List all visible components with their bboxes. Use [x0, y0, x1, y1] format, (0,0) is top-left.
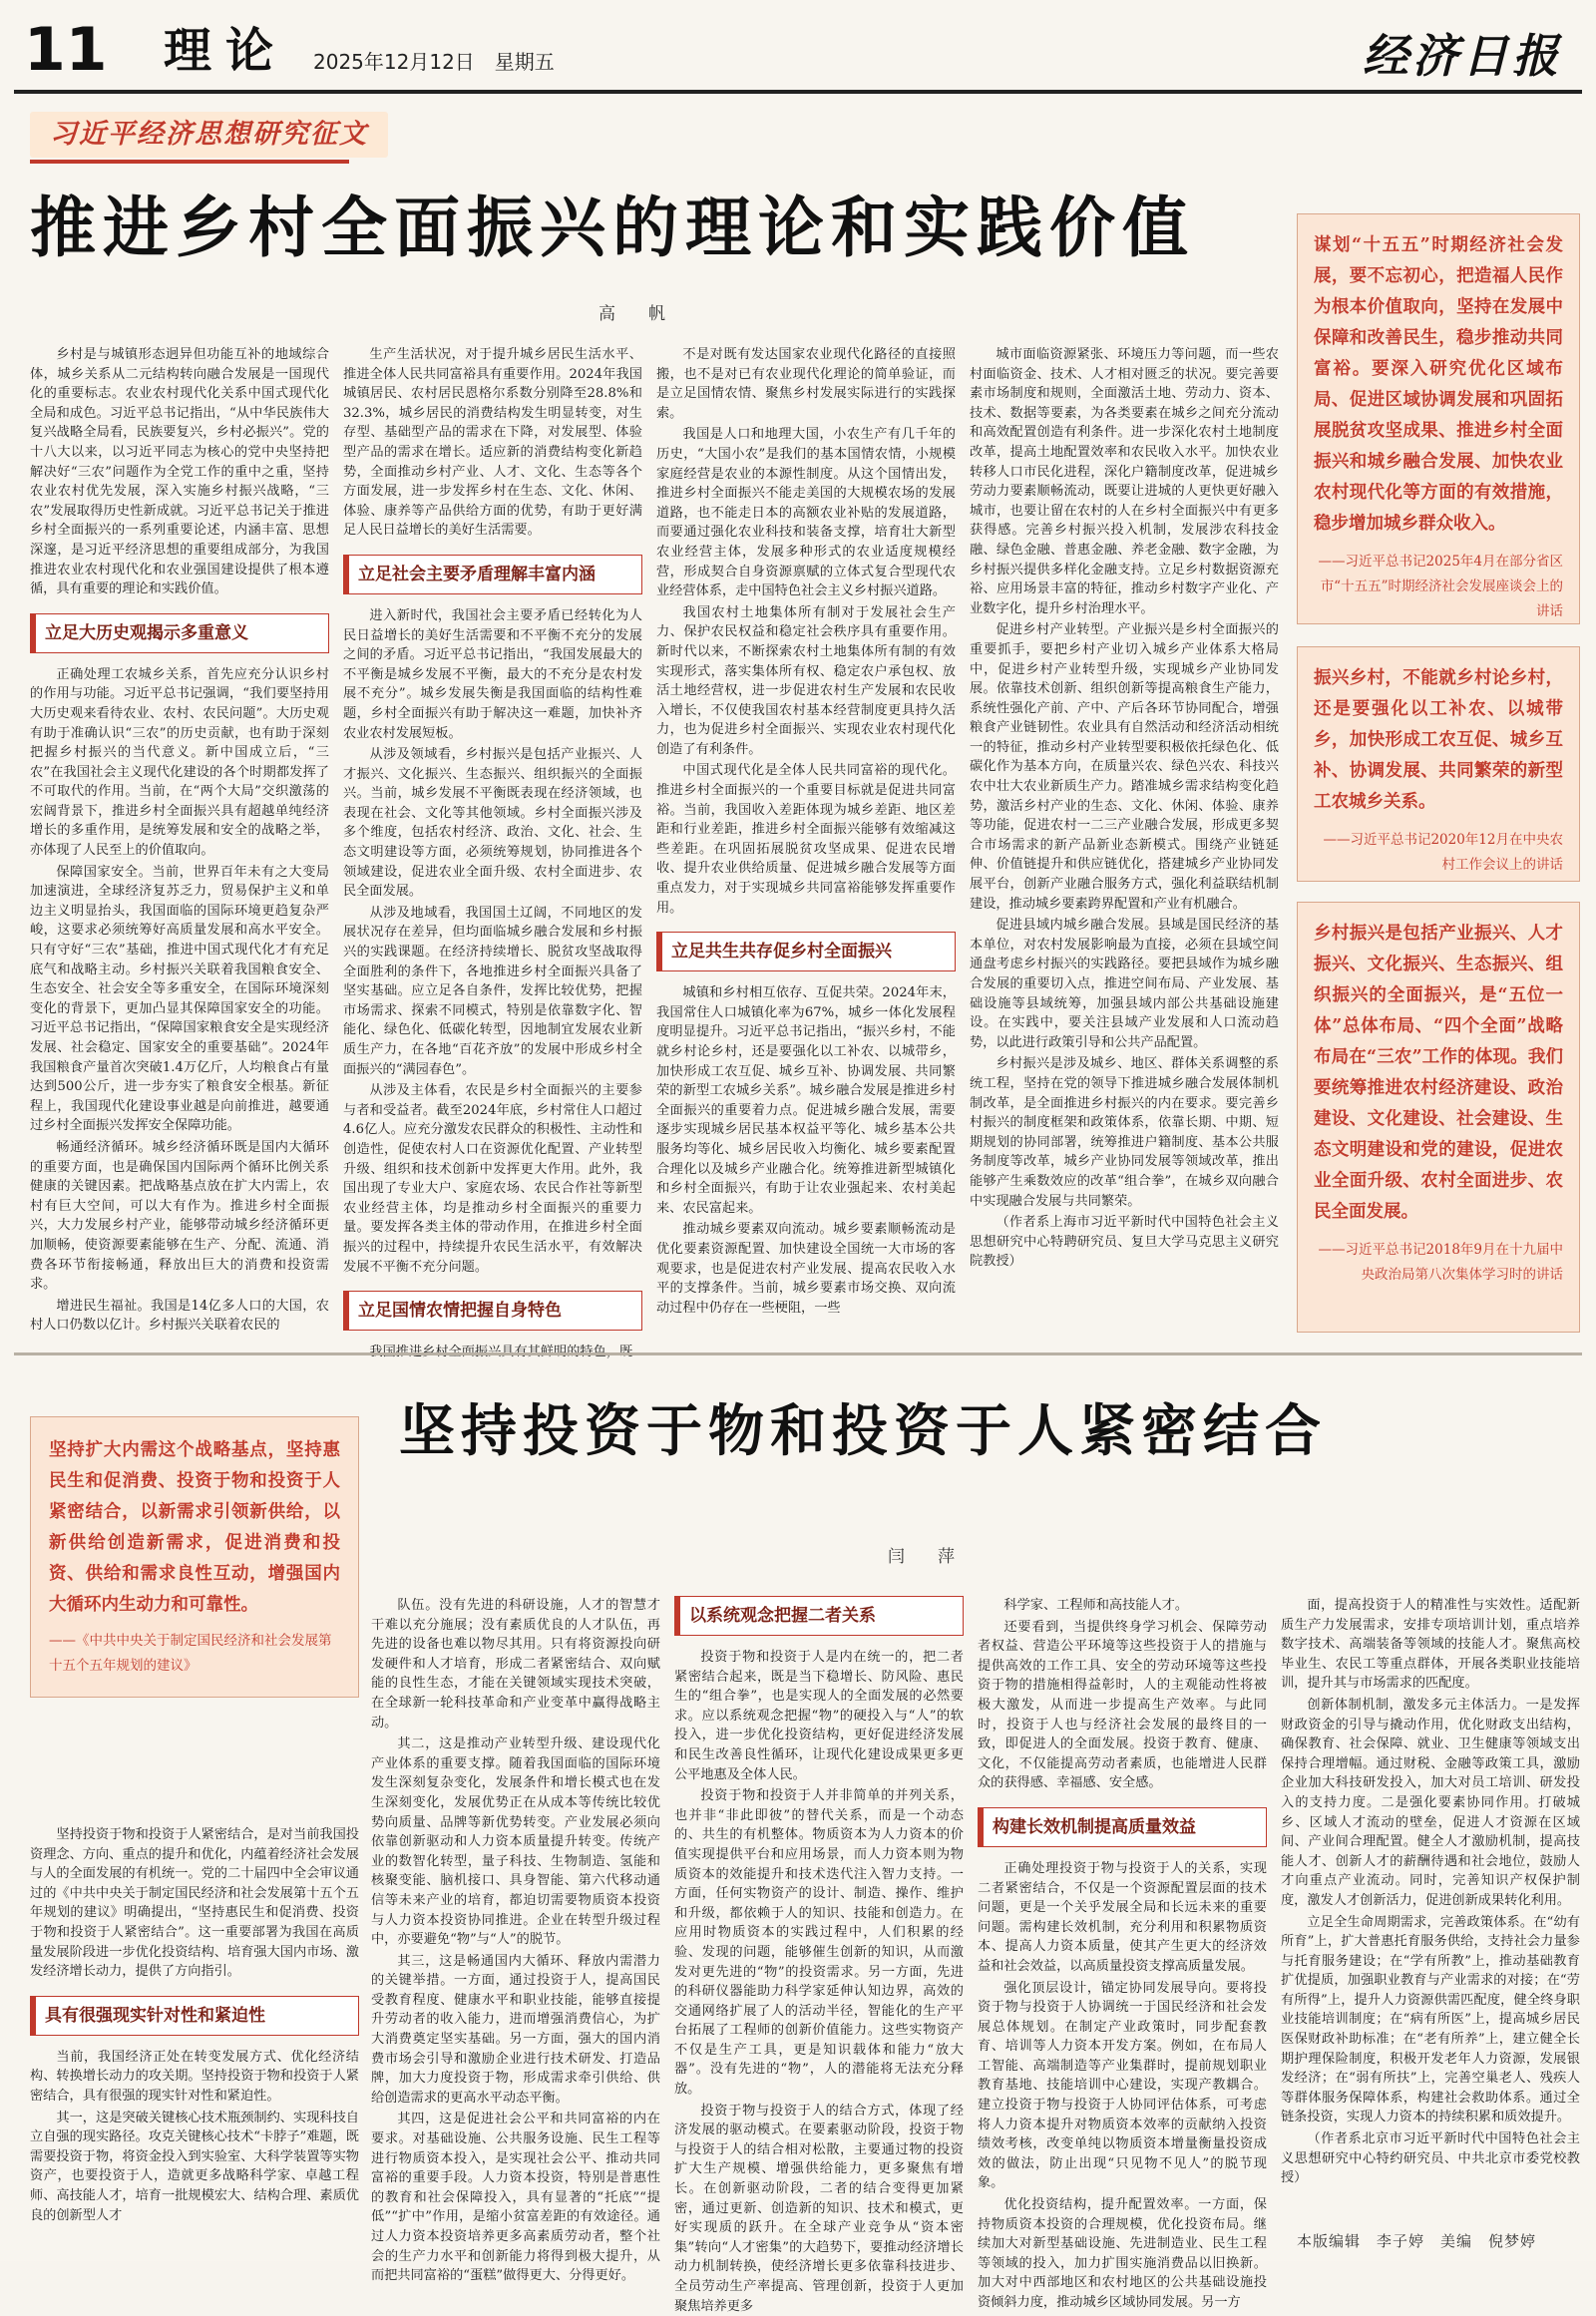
article2-author: 闫 萍: [888, 1547, 963, 1567]
quote-source: —— 习近平总书记2020年12月在中央农村工作会议上的讲话: [1314, 828, 1563, 878]
paragraph: 还要看到，当提供终身学习机会、保障劳动者权益、营造公平环境等这些投资于人的措施与提供高效的工作工具、安全的劳动环境等这些投资于物的措施相得益彰时，人的主观能动性将被极大激发，从而进一步提高生产效率。与此同时，投资于人也与经济社会发展的最终目的一致，即促进人的全面发展。投资于教育、健康、文化，不仅能提高劳动者素质，也能增进人民群众的获得感、幸福感、安全感。: [978, 1619, 1267, 1791]
side-quote-1: [1297, 213, 1580, 624]
paragraph: 我国农村土地集体所有制对于发展社会生产力、保护农民权益和稳定社会秩序具有重要作用。新时代以来，不断探索农村土地集体所有制的有效实现形式，落实集体所有权、稳定农户承包权、放活土地经营权，进一步促进农村生产发展和农民收入增长，不仅使我国农村基本经营制度更具持久活力，也为促进乡村全面振兴、实现农业农村现代化创造了有利条件。: [656, 604, 956, 757]
section-heading: 立足社会主要矛盾理解丰富内涵: [343, 555, 642, 594]
paragraph: 优化投资结构，提升配置效率。一方面，保持物质资本投资的合理规模，优化投资布局。继续加大对新型基础设施、先进制造业、民生工程等领域的投入，加力扩围实施消费品以旧换新。加大对中西部地区和农村地区的公共基础设施投资倾斜力度，推动城乡区域协同发展。另一方: [978, 2197, 1267, 2310]
column-tag: 习近平经济思想研究征文: [30, 112, 388, 158]
quote-text: 坚持扩大内需这个战略基点，坚持惠民生和促消费、投资于物和投资于人紧密结合，以新需求引领新供给，以新供给创造新需求，促进消费和投资、供给和需求良性互动，增强国内大循环内生动力和可靠性。: [49, 1440, 340, 1615]
side-quote-3: [1297, 902, 1580, 1333]
paragraph: 其三，这是畅通国内大循环、释放内需潜力的关键举措。一方面，通过投资于人，提高国民受教育程度、健康水平和职业技能，能够直接提升劳动者的收入能力，进而增强消费信心，为扩大消费奠定坚实基础。另一方面，强大的国内消费市场会引导和激励企业进行技术研发、打造品牌，加大力度投资于物，形成需求牵引供给、供给创造需求的更高水平动态平衡。: [371, 1953, 660, 2106]
section-heading: 立足大历史观揭示多重意义: [30, 613, 329, 653]
paragraph: 强化顶层设计，锚定协同发展导向。要将投资于物与投资于人协调统一于国民经济和社会发展总体规划。在制定产业政策时，同步配套教育、培训等人力资本开发方案。例如，在布局人工智能、高端制造等产业集群时，提前规划职业教育基地、技能培训中心建设，实现产教耦合。建立投资于物与投资于人协同评估体系，可考虑将人力资本提升对物质资本效率的贡献纳入投资绩效考核，改变单纯以物质资本增量衡量投资成效的做法，防止出现“只见物不见人”的脱节现象。: [978, 1980, 1267, 2191]
paragraph: 中国式现代化是全体人民共同富裕的现代化。推进乡村全面振兴的一个重要目标就是促进共同富裕。当前，我国收入差距体现为城乡差距、地区差距和行业差距，推进乡村全面振兴能够有效缩减这些差距。在巩固拓展脱贫攻坚成果、促进农民增收、提升农业供给质量、促进城乡融合发展等方面重点发力，对于实现城乡共同富裕能够发挥重要作用。: [656, 763, 956, 916]
paragraph: 其四，这是促进社会公平和共同富裕的内在要求。对基础设施、公共服务设施、民生工程等进行物质资本投入，是实现社会公平、推动共同富裕的重要手段。人力资本投资，特别是普惠性的教育和社会保障投入，具有显著的“托底”“提低”“扩中”作用，是缩小贫富差距的有效途径。通过人力资本投资培养更多高素质劳动者，整个社会的生产力水平和创新能力将得到极大提升，从而把共同富裕的“蛋糕”做得更大、分得更好。: [371, 2112, 660, 2284]
article2-column-1: [30, 1825, 359, 2224]
paragraph: 乡村是与城镇形态迥异但功能互补的地域综合体，城乡关系从二元结构转向融合发展是一国现代化的重要标志。农业农村现代化关系中国式现代化全局和成色。习近平总书记指出，“从中华民族伟大复兴战略全局看，民族要复兴，乡村必振兴”。党的十八大以来，以习近平同志为核心的党中央坚持把解决好“三农”问题作为全党工作的重中之重，坚持农业农村优先发展，深入实施乡村振兴战略，“三农”发展取得历史性新成就。习近平总书记关于推进乡村全面振兴的一系列重要论述，内涵丰富、思想深邃，是习近平经济思想的重要组成部分，为我国推进农业农村现代化和农业强国建设提供了根本遵循，具有重要的理论和实践价值。: [30, 347, 329, 597]
paragraph: 促进县域内城乡融合发展。县域是国民经济的基本单位，对农村发展影响最为直接，必须在县域空间通盘考虑乡村振兴的实践路径。要把县域作为城乡融合发展的重要切入点，推进空间布局、产业发展、基础设施等县域统筹，加强县域内部公共基础设施建设。在实践中，要关注县域产业发展和人口流动趋势，以此进行政策引导和公共产品配置。: [970, 918, 1279, 1050]
paragraph: 坚持投资于物和投资于人紧密结合，是对当前我国投资理念、方向、重点的提升和优化，内蕴着经济社会发展与人的全面发展的有机统一。党的二十届四中全会审议通过的《中共中央关于制定国民经济和社会发展第十五个五年规划的建议》明确提出，“坚持惠民生和促消费、投资于物和投资于人紧密结合”。这一重要部署为我国在高质量发展阶段进一步优化投资结构、培育强大国内市场、激发经济增长动力，提供了方向指引。: [30, 1827, 359, 1980]
article1-column-1: [30, 345, 329, 1343]
paragraph: 进入新时代，我国社会主要矛盾已经转化为人民日益增长的美好生活需要和不平衡不充分的发展之间的矛盾。习近平总书记指出，“我国发展最大的不平衡是城乡发展不平衡，最大的不充分是农村发展不充分”。城乡发展失衡是我国面临的结构性难题，乡村全面振兴有助于解决这一难题，加快补齐农业农村发展短板。: [343, 607, 642, 741]
paragraph: 生产生活状况，对于提升城乡居民生活水平、推进全体人民共同富裕具有重要作用。2024年我国城镇居民、农村居民恩格尔系数分别降至28.8%和32.3%，城乡居民的消费结构发生明显转变，对生存型、基础型产品的需求在下降，对发展型、体验型产品的需求在增长。适应新的消费结构变化新趋势，全面推动乡村产业、人才、文化、生态等各个方面发展，进一步发挥乡村在生态、文化、休闲、体验、康养等产品供给方面的优势，有助于更好满足人民日益增长的美好生活需要。: [343, 347, 642, 539]
paragraph: 当前，我国经济正处在转变发展方式、优化经济结构、转换增长动力的攻关期。坚持投资于物和投资于人紧密结合，具有很强的现实针对性和紧迫性。: [30, 2049, 359, 2104]
paragraph: 城市面临资源紧张、环境压力等问题，而一些农村面临资金、技术、人才相对匮乏的状况。要完善要素市场制度和规则，全面激活土地、劳动力、资本、技术、数据等要素，为各类要素在城乡之间充分流动和高效配置创造有利条件。进一步深化农村土地制度改革，提高土地配置效率和农民收入水平。加快农业转移人口市民化进程，深化户籍制度改革，促进城乡劳动力要素顺畅流动，既要让进城的人更快更好融入城市，也要让留在农村的人在乡村全面振兴中有更多获得感。完善乡村振兴投入机制，发展涉农科技金融、绿色金融、普惠金融、养老金融、数字金融，为乡村振兴提供多样化金融支持。立足乡村数据资源充裕、应用场景丰富的特征，推动乡村数字产业化、产业数字化，提升乡村治理水平。: [970, 347, 1279, 616]
paragraph: 科学家、工程师和高技能人才。: [1003, 1598, 1189, 1613]
paragraph: 投资于物和投资于人是内在统一的，把二者紧密结合起来，既是当下稳增长、防风险、惠民生的“组合拳”，也是实现人的全面发展的必然要求。应以系统观念把握“物”的硬投入与“人”的软投入，进一步优化投资结构，更好促进经济发展和民生改善良性循环，让现代化建设成果更多更公平地惠及全体人民。: [674, 1650, 964, 1782]
section-heading: 以系统观念把握二者关系: [674, 1596, 964, 1636]
page-number: 11: [24, 15, 108, 85]
paragraph: 保障国家安全。当前，世界百年未有之大变局加速演进，全球经济复苏乏力，贸易保护主义和单边主义明显抬头，我国面临的国际环境更趋复杂严峻，这要求必须统筹好高质量发展和高水平安全。只有守好“三农”基础，推进中国式现代化才有充足底气和战略主动。乡村振兴关联着我国粮食安全、生态安全、社会安全等多重安全，在国际环境深刻变化的背景下，更加凸显其保障国家安全的功能。习近平总书记指出，“保障国家粮食安全是实现经济发展、社会稳定、国家安全的重要基础”。2024年我国粮食产量首次突破1.4万亿斤，人均粮食占有量达到500公斤，进一步夯实了粮食安全根基。新征程上，我国现代化建设事业越是向前推进，越要通过乡村全面振兴发挥安全保障功能。: [30, 864, 329, 1134]
paper-logo: 经济日报: [1363, 29, 1562, 83]
article1-column-4: [970, 345, 1279, 1343]
author-note: （作者系上海市习近平新时代中国特色社会主义思想研究中心特聘研究员、复旦大学马克思主义研究院教授）: [970, 1215, 1279, 1270]
masthead: [14, 10, 1582, 94]
paragraph: 其二，这是推动产业转型升级、建设现代化产业体系的重要支撑。随着我国面临的国际环境发生深刻复杂变化，发展条件和增长模式也在发生深刻变化，发展优势正在从成本等传统比较优势向质量、品牌等新优势转变。产业发展必须向依靠创新驱动和人力资本质量提升转变。传统产业的数智化转型，量子科技、生物制造、氢能和核聚变能、脑机接口、具身智能、第六代移动通信等未来产业的培育，都迫切需要物质资本投资与人力资本投资协同推进。企业在转型升级过程中，亦要避免“物”与“人”的脱节。: [371, 1737, 660, 1948]
paragraph: 我国是人口和地理大国，小农生产有几千年的历史，“大国小农”是我们的基本国情农情，小规模家庭经营是农业的本源性制度。从这个国情出发，推进乡村全面振兴不能走美国的大规模农场的发展道路，也不能走日本的高额农业补贴的发展道路，而要通过强化农业科技和装备支撑，培育壮大新型农业经营主体，发展多种形式的农业适度规模经营，形成契合自身资源禀赋的立体式复合型现代农业经营体系，走中国特色社会主义乡村振兴道路。: [656, 427, 956, 599]
quote-source: —— 习近平总书记2018年9月在十九届中央政治局第八次集体学习时的讲话: [1314, 1238, 1563, 1288]
section-heading: 构建长效机制提高质量效益: [978, 1807, 1267, 1847]
paragraph: 面，提高投资于人的精准性与实效性。适配新质生产力发展需求，安排专项培训计划，重点培养数字技术、高端装备等领域的技能人才。聚焦高校毕业生、农民工等重点群体，开展各类职业技能培训，提升其与市场需求的匹配度。: [1281, 1598, 1580, 1692]
paragraph: 乡村振兴是涉及城乡、地区、群体关系调整的系统工程，坚持在党的领导下推进城乡融合发展体制机制改革，是全面推进乡村振兴的内在要求。要完善乡村振兴的制度框架和政策体系，依靠长期、中期、短期规划的协同部署，统筹推进户籍制度、基本公共服务制度等改革，城乡产业协同发展等领域改革，推出能够产生乘数效应的改革“组合拳”，在城乡双向融合中实现融合发展与共同繁荣。: [970, 1056, 1279, 1209]
article1-title: 推进乡村全面振兴的理论和实践价值: [30, 189, 1195, 266]
quote-source: —— 习近平总书记2025年4月在部分省区市“十五五”时期经济社会发展座谈会上的讲话: [1314, 550, 1563, 624]
article1-author: 高 帆: [598, 304, 673, 324]
article1-column-2: [343, 345, 642, 1343]
author-note: （作者系北京市习近平新时代中国特色社会主义思想研究中心特约研究员、中共北京市委党校教授）: [1281, 2131, 1580, 2186]
paragraph: 增进民生福祉。我国是14亿多人口的大国，农村人口仍数以亿计。乡村振兴关联着农民的: [30, 1298, 329, 1334]
paragraph: 从涉及地域看，我国国土辽阔，不同地区的发展状况存在差异，但均面临城乡融合发展和乡村振兴的实践课题。在经济持续增长、脱贫攻坚战取得全面胜利的条件下，各地推进乡村全面振兴具备了坚实基础。应立足各自条件，发挥比较优势，把握市场需求、探索不同模式，特别是依靠数字化、智能化、绿色化、低碳化转型，因地制宜发展农业新质生产力，在各地“百花齐放”的发展中形成乡村全面振兴的“满园春色”。: [343, 905, 642, 1077]
side-quote-article2: [30, 1416, 359, 1698]
article2-column-3: [674, 1596, 964, 2314]
editor-line: 本版编辑 李子婷 美编 倪梦婷: [1297, 2232, 1537, 2250]
quote-source: ——《中共中央关于制定国民经济和社会发展第十五个五年规划的建议》: [49, 1633, 332, 1674]
quote-text: 谋划“十五五”时期经济社会发展，要不忘初心，把造福人民作为根本价值取向，坚持在发展中保障和改善民生，稳步推动共同富裕。要深入研究优化区域布局、促进区域协调发展和巩固拓展脱贫攻坚成果、推进乡村全面振兴和城乡融合发展、加快农业农村现代化等方面的有效措施，稳步增加城乡群众收入。: [1314, 235, 1563, 534]
article2-column-4: [978, 1596, 1267, 2310]
paragraph: 不是对既有发达国家农业现代化路径的直接照搬，也不是对已有农业现代化理论的简单验证，而是立足国情农情、聚焦乡村发展实际进行的实践探索。: [656, 347, 956, 421]
paragraph: 投资于物与投资于人的结合方式，体现了经济发展的驱动模式。在要素驱动阶段，投资于物与投资于人的结合相对松散，主要通过物的投资扩大生产规模、增强供给能力，更多聚焦有增长。在创新驱动阶段，二者的结合变得更加紧密，通过更新、创造新的知识、技术和模式，更好实现质的跃升。在全球产业竞争从“资本密集”转向“人才密集”的大趋势下，要推动经济增长动力机制转换，使经济增长更多依靠科技进步、全员劳动生产率提高、管理创新，投资于人更加聚焦培养更多: [674, 2103, 964, 2314]
paragraph: 创新体制机制，激发多元主体活力。一是发挥财政资金的引导与撬动作用，优化财政支出结构，确保教育、社会保障、就业、卫生健康等领域支出保持合理增幅。通过财税、金融等政策工具，激励企业加大科技研发投入，加大对员工培训、研发投入的支持力度。二是强化要素协同作用。打破城乡、区域人才流动的壁垒，促进人才资源在区域间、产业间合理配置。健全人才激励机制，提高技能人才、创新人才的薪酬待遇和社会地位，鼓励人才向重点产业流动。同时，完善知识产权保护制度，激发人才创新活力，促进创新成果转化利用。: [1281, 1697, 1580, 1908]
article1-column-3: [656, 345, 956, 1343]
section-heading: 立足共生共存促乡村全面振兴: [656, 932, 956, 971]
paragraph: 推动城乡要素双向流动。城乡要素顺畅流动是优化要素资源配置、加快建设全国统一大市场的客观要求，也是促进农村产业发展、提高农民收入水平的支撑条件。当前，城乡要素市场交换、双向流动过程中仍存在一些梗阻，一些: [656, 1222, 956, 1316]
paragraph: 从涉及主体看，农民是乡村全面振兴的主要参与者和受益者。截至2024年底，乡村常住人口超过4.6亿人。应充分激发农民群众的积极性、主动性和创造性，促使农村人口在资源优化配置、产业转型升级、组织和技术创新中发挥更大作用。此外，我国出现了专业大户、家庭农场、农民合作社等新型农业经营主体，均是推动乡村全面振兴的重要力量。要发挥各类主体的带动作用，在推进乡村全面振兴的过程中，持续提升农民生活水平，有效解决发展不平衡不充分问题。: [343, 1083, 642, 1275]
article2-column-5: [1281, 1596, 1580, 2224]
article2-title: 坚持投资于物和投资于人紧密结合: [399, 1398, 1327, 1464]
paragraph: 从涉及领域看，乡村振兴是包括产业振兴、人才振兴、文化振兴、生态振兴、组织振兴的全面振兴。当前，城乡发展不平衡既表现在经济领域，也表现在社会、文化等其他领域。乡村全面振兴涉及多个维度，包括农村经济、政治、文化、社会、生态文明建设等方面，必须统筹规划，协同推进各个领域建设，促进农业全面升级、农村全面进步、农民全面发展。: [343, 747, 642, 900]
issue-date: 2025年12月12日 星期五: [313, 50, 555, 74]
paragraph: 正确处理投资于物与投资于人的关系，实现二者紧密结合，不仅是一个资源配置层面的技术问题，更是一个关乎发展全局和长远未来的重要问题。需构建长效机制，充分利用和积累物质资本、提高人力资本质量，使其产生更大的经济效益和社会效益，以高质量投资支撑高质量发展。: [978, 1860, 1267, 1974]
paragraph: 城镇和乡村相互依存、互促共荣。2024年末，我国常住人口城镇化率为67%，城乡一体化发展程度明显提升。习近平总书记指出，“振兴乡村，不能就乡村论乡村，还是要强化以工补农、以城带乡，加快形成工农互促、城乡互补、协调发展、共同繁荣的新型工农城乡关系”。城乡融合发展是推进乡村全面振兴的重要着力点。促进城乡融合发展，需要逐步实现城乡居民基本权益平等化、城乡基本公共服务均等化、城乡居民收入均衡化、城乡要素配置合理化以及城乡产业融合化。统筹推进新型城镇化和乡村全面振兴，有助于让农业强起来、农村美起来、农民富起来。: [656, 985, 956, 1216]
side-quote-2: [1297, 646, 1580, 882]
paragraph: 立足全生命周期需求，完善政策体系。在“幼有所育”上，扩大普惠托育服务供给，支持社会力量参与托育服务建设；在“学有所教”上，推动基础教育扩优提质，加强职业教育与产业需求的对接；在“劳有所得”上，提升人力资源供需匹配度，健全终身职业技能培训制度；在“病有所医”上，提高城乡居民医保财政补助标准；在“老有所养”上，建立健全长期护理保险制度，积极开发老年人力资源，发展银发经济；在“弱有所扶”上，完善空巢老人、残疾人等群体服务保障体系，构建社会救助体系。通过全链条投资，实现人力资本的持续积累和质效提升。: [1281, 1914, 1580, 2125]
paragraph: 促进乡村产业转型。产业振兴是乡村全面振兴的重要抓手，要把乡村产业切入城乡产业体系大格局中，促进乡村产业转型升级，实现城乡产业协同发展。依靠技术创新、组织创新等提高粮食生产能力，系统性强化产前、产中、产后各环节协同配合，增强粮食产业链韧性。农业具有自然活动和经济活动相统一的特征，推动乡村产业转型要积极依托绿色化、低碳化作为基本方向，在质量兴农、绿色兴农、科技兴农中壮大农业新质生产力。踏准城乡需求结构变化趋势，激活乡村产业的生态、文化、休闲、体验、康养等功能，促进农村一二三产业融合发展，形成更多契合市场需求的新产品新业态新模式。围绕产业链延伸、价值链提升和供应链优化，搭建城乡产业协同发展平台，创新产业融合服务方式，强化利益联结机制建设，推动城乡要素跨界配置和产业有机融合。: [970, 622, 1279, 912]
paragraph: 畅通经济循环。城乡经济循环既是国内大循环的重要方面，也是确保国内国际两个循环比例关系健康的关键因素。把战略基点放在扩大内需上，农村有巨大空间，可以大有作为。推进乡村全面振兴，大力发展乡村产业，能够带动城乡经济循环更加顺畅，使资源要素能够在生产、分配、流通、消费各环节衔接畅通，释放出巨大的消费和投资需求。: [30, 1139, 329, 1293]
paragraph: 正确处理工农城乡关系，首先应充分认识乡村的作用与功能。习近平总书记强调，“我们要坚持用大历史观来看待农业、农村、农民问题”。大历史观有助于准确认识“三农”的历史贡献，也有助于深刻把握乡村振兴的当代意义。新中国成立后，“三农”在我国社会主义现代化建设的各个时期都发挥了不可取代的作用。当前，在“两个大局”交织激荡的宏阔背景下，推进乡村全面振兴具有超越单纯经济增长的多重作用，是统筹发展和安全的战略之举，亦体现了人民至上的价值取向。: [30, 666, 329, 859]
article-divider: [14, 1352, 1582, 1355]
paragraph: 其一，这是突破关键核心技术瓶颈制约、实现科技自立自强的现实路径。攻克关键核心技术“卡脖子”难题，既需要投资于物，将资金投入到实验室、大科学装置等实物资产，也要投资于人，造就更多战略科学家、卓越工程师、高技能人才，培育一批规模宏大、结构合理、素质优良的创新型人才: [30, 2110, 359, 2223]
section-heading: 立足国情农情把握自身特色: [343, 1291, 642, 1331]
quote-text: 乡村振兴是包括产业振兴、人才振兴、文化振兴、生态振兴、组织振兴的全面振兴，是“五位一体”总体布局、“四个全面”战略布局在“三农”工作的体现。我们要统筹推进农村经济建设、政治建设、文化建设、社会建设、生态文明建设和党的建设，促进农业全面升级、农村全面进步、农民全面发展。: [1314, 924, 1563, 1222]
section-heading: 具有很强现实针对性和紧迫性: [30, 1996, 359, 2036]
quote-text: 振兴乡村，不能就乡村论乡村，还是要强化以工补农、以城带乡，加快形成工农互促、城乡互补、协调发展、共同繁荣的新型工农城乡关系。: [1314, 668, 1563, 812]
section-title: 理论: [164, 23, 288, 79]
article2-column-2: [371, 1596, 660, 2284]
paragraph: 投资于物和投资于人并非简单的并列关系，也并非“非此即彼”的替代关系，而是一个动态的、共生的有机整体。物质资本为人力资本的价值实现提供平台和应用场景，而人力资本则为物质资本的效能提升和技术迭代注入智力支持。一方面，任何实物资产的设计、制造、操作、维护和升级，都依赖于人的知识、技能和创造力。在应用时物质资本的实践过程中，人们积累的经验、发现的问题，能够催生创新的知识，从而激发对更先进的“物”的投资需求。另一方面，先进的科研仪器能助力科学家延伸认知边界，高效的交通网络扩展了人的活动半径，智能化的生产平台拓展了工程师的创新价值能力。这些实物资产不仅是生产工具，更是知识载体和能力“放大器”。没有先进的“物”，人的潜能将无法充分释放。: [674, 1788, 964, 2098]
paragraph: 队伍。没有先进的科研设施，人才的智慧才干难以充分施展；没有素质优良的人才队伍，再先进的设备也难以物尽其用。只有将资源投向研发硬件和人才培育，形成二者紧密结合、双向赋能的良性生态，才能在关键领域实现技术突破，在全球新一轮科技革命和产业变革中赢得战略主动。: [371, 1598, 660, 1731]
